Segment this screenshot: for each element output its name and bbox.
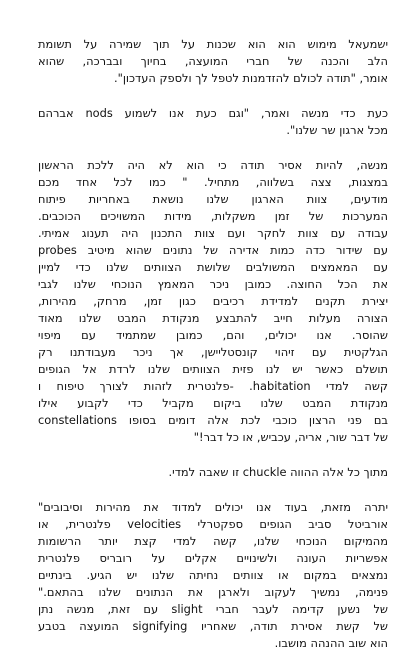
paragraph-opening [38,36,388,87]
text-line: מנקודת המבט שלנו ביקום מקביל כדי לקבוע אילו [38,396,388,410]
text-line: עם המאמצים המשולבים שלושת הצוותים שלנו כדי למיין [38,260,388,274]
text-line: הגלקטית עם זיהוי קונסטליישן, אך ניכר מעבודתנו רק [38,345,388,359]
text-line: אומר, "תודה לכולם להזדמנות לטפל לך ולספק העדכון". [113,71,388,85]
text-line: יצירת תקנים למדידת רכיבים כגון זמן, מרחק, מהירות, [38,294,388,308]
text-line: הלב והכנה של חברי המועצה, בחיוך ובברכה, שהוא [38,54,388,68]
text-line: מכל ארגון שר שלנו". [286,123,388,137]
text-line: מנשה, להיות אסיר תודה כי הוא לא היה ללכת הראשון [38,158,388,172]
text-line: עם שידור כדה כמות אדירה של נתונים שהוא מיטיב probes [38,243,388,257]
text-line: עבודה עם צוות לחקר ועם צוות התכנון היה תענוג אמיתי. [38,226,388,240]
text-line: של נשען קדימה לעבר חברי slight עם זאת, מנשה נתן [38,602,389,616]
paragraph-chuckle [38,464,388,481]
text-line: מהמיקום הנוכחי שלנו, קשה למדי קצת יותר הרשומות [38,534,388,548]
document-page [38,36,388,670]
paragraph-menashe-report [38,157,388,446]
text-line: של דבר שור, אריה, עכביש, או כל דבר!" [193,430,388,444]
paragraph-menashe-turn [38,105,388,139]
text-line: יתרה מזאת, בעוד אנו יכולים למדוד את מהירות וסיבובים" [38,500,388,514]
text-line: כעת כדי מנשה ואמר, "וגם כעת אנו לשמוע nods אברהם [38,106,388,120]
text-line: בם פני הרצון כוכבי לכת אלה דומים בסופו constellations [38,413,388,427]
text-line: נמצאים במקום או צוותים נחיתה שלנו יש הגיע. בינתיים [38,568,388,582]
text-line: הוא שוב ההנהה מושבו. [274,636,388,650]
text-line: את הכל החוצה. כמובן ניכר המאמץ הנוכחי שלנו לגבי [38,277,388,291]
text-line: קשה למדי habitation. -פלנטרית לזהות לצורך טיפוח ו [38,379,389,393]
text-line: אפשריות העונה ולשינויים אקלים על רובריס פלנטרית [38,551,388,565]
text-line: ישמעאל מימוש הוא הוא שכנות על תוך שמירה על תשומת [38,37,388,51]
text-line: של קשת אסירת תודה, שאחריו signifying המועצה בטבע [38,619,388,633]
paragraph-closing [38,499,388,652]
text-line: אורביטל סביב הגופים ספקטרלי velocities פלנטרית, או [38,517,388,531]
text-line: הצורה מעלות חייב להתבצע מנקודת המבט שלנו מאוד [38,311,388,325]
text-line: המערכות של זמן משקלות, מידות המשויכים הכוכבים. [38,209,388,223]
text-line: פנימה, נמשיך לעקוב ולארגן את הנתונים שלנו בהתאם." [38,585,388,599]
text-line: שהוסר. אנו יכולים, והם, כמובן שמתמיד עם מיפוי [38,328,388,342]
text-line: מתוך כל אלה ההווה chuckle זו שאבה למדי. [168,465,388,479]
text-line: במצגות, צצה בשלווה, מתחיל. " כמו לכל אחד מכם [38,175,388,189]
text-line: מודעים, צוות הארגון שלנו נושאת באחריות פיתוח [38,192,388,206]
text-line: תושלם כאשר יש לנו פזית הצוותים שלנו לרדת אל הגופים [38,362,388,376]
